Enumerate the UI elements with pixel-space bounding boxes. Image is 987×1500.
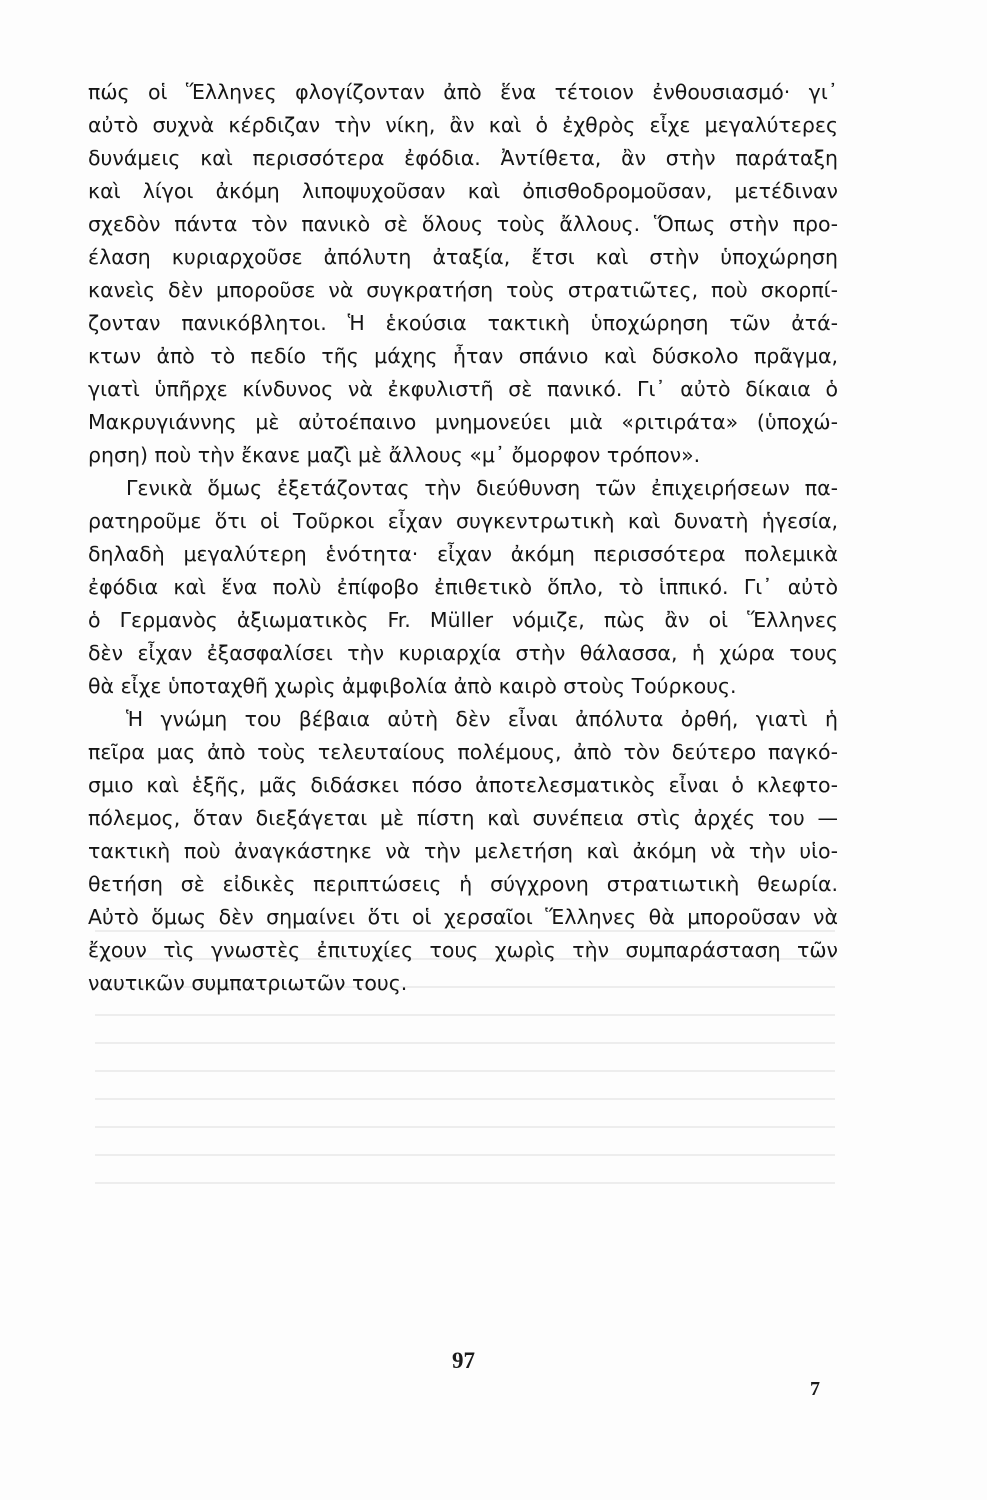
text-line: καὶ λίγοι ἀκόμη λιποψυχοῦσαν καὶ ὀπισθοδρομοῦσαν, μετέδιναν: [88, 179, 838, 203]
text-line: σμιο καὶ ἑξῆς, μᾶς διδάσκει πόσο ἀποτελεσματικὸς εἶναι ὁ κλεφτο-: [88, 773, 838, 797]
text-line: κανεὶς δὲν μποροῦσε νὰ συγκρατήση τοὺς στρατιῶτες, ποὺ σκορπί-: [88, 278, 838, 302]
text-line: δηλαδὴ μεγαλύτερη ἑνότητα· εἶχαν ἀκόμη περισσότερα πολεμικὰ: [88, 542, 838, 566]
text-line: δὲν εἶχαν ἐξασφαλίσει τὴν κυριαρχία στὴν θάλασσα, ἡ χώρα τους: [88, 641, 838, 665]
text-line: ἐφόδια καὶ ἕνα πολὺ ἐπίφοβο ἐπιθετικὸ ὅπλο, τὸ ἱππικό. Γι᾽ αὐτὸ: [88, 575, 838, 599]
text-line: δυνάμεις καὶ περισσότερα ἐφόδια. Ἀντίθετα, ἂν στὴν παράταξη: [88, 146, 838, 170]
text-line: ρηση) ποὺ τὴν ἔκανε μαζὶ μὲ ἄλλους «μ᾽ ὄμορφον τρόπον».: [88, 443, 701, 467]
text-line: ναυτικῶν συμπατριωτῶν τους.: [88, 971, 408, 995]
text-line: ζονταν πανικόβλητοι. Ἡ ἑκούσια τακτικὴ ὑποχώρηση τῶν ἀτά-: [88, 311, 838, 335]
text-line: θετήση σὲ εἰδικὲς περιπτώσεις ἡ σύγχρονη στρατιωτικὴ θεωρία.: [88, 872, 838, 896]
paragraph: [88, 703, 838, 1000]
text-line: Ἡ γνώμη του βέβαια αὐτὴ δὲν εἶναι ἀπόλυτα ὀρθή, γιατὶ ἡ: [126, 707, 838, 731]
text-line: αὐτὸ συχνὰ κέρδιζαν τὴν νίκη, ἂν καὶ ὁ ἐχθρὸς εἶχε μεγαλύτερες: [88, 113, 838, 137]
text-line: τακτικὴ ποὺ ἀναγκάστηκε νὰ τὴν μελετήση καὶ ἀκόμη νὰ τὴν υἱο-: [88, 839, 838, 863]
paragraph: [88, 76, 838, 472]
text-line: κτων ἀπὸ τὸ πεδίο τῆς μάχης ἦταν σπάνιο καὶ δύσκολο πρᾶγμα,: [88, 344, 838, 368]
text-line: Μακρυγιάννης μὲ αὐτοέπαινο μνημονεύει μιὰ «ριτιράτα» (ὑποχώ-: [88, 410, 838, 434]
text-line: πώς οἱ Ἕλληνες φλογίζονταν ἀπὸ ἕνα τέτοιον ἐνθουσιασμό· γι᾽: [88, 80, 838, 104]
signature-mark: 7: [810, 1378, 820, 1400]
text-line: γιατὶ ὑπῆρχε κίνδυνος νὰ ἐκφυλιστῆ σὲ πανικό. Γι᾽ αὐτὸ δίκαια ὁ: [88, 377, 838, 401]
text-line: ρατηροῦμε ὅτι οἱ Τοῦρκοι εἶχαν συγκεντρωτικὴ καὶ δυνατὴ ἡγεσία,: [88, 509, 838, 533]
text-line: ὁ Γερμανὸς ἀξιωματικὸς Fr. Müller νόμιζε, πὼς ἂν οἱ Ἕλληνες: [88, 608, 838, 632]
text-line: πεῖρα μας ἀπὸ τοὺς τελευταίους πολέμους, ἀπὸ τὸν δεύτερο παγκό-: [88, 740, 838, 764]
text-line: πόλεμος, ὅταν διεξάγεται μὲ πίστη καὶ συνέπεια στὶς ἀρχές του —: [88, 806, 838, 830]
text-line: Γενικὰ ὅμως ἐξετάζοντας τὴν διεύθυνση τῶν ἐπιχειρήσεων πα-: [126, 476, 838, 500]
text-line: Αὐτὸ ὅμως δὲν σημαίνει ὅτι οἱ χερσαῖοι Ἕλληνες θὰ μποροῦσαν νὰ: [88, 905, 838, 929]
text-line: έλαση κυριαρχοῦσε ἀπόλυτη ἀταξία, ἔτσι καὶ στὴν ὑποχώρηση: [88, 245, 838, 269]
page-number: 97: [452, 1348, 475, 1373]
paragraph: [88, 472, 838, 703]
body-text: [88, 76, 838, 1000]
text-line: ἔχουν τὶς γνωστὲς ἐπιτυχίες τους χωρὶς τὴν συμπαράσταση τῶν: [88, 938, 838, 962]
text-line: θὰ εἶχε ὑποταχθῆ χωρὶς ἀμφιβολία ἀπὸ καιρὸ στοὺς Τούρκους.: [88, 674, 737, 698]
text-line: σχεδὸν πάντα τὸν πανικὸ σὲ ὅλους τοὺς ἄλλους. Ὅπως στὴν προ-: [88, 212, 838, 236]
